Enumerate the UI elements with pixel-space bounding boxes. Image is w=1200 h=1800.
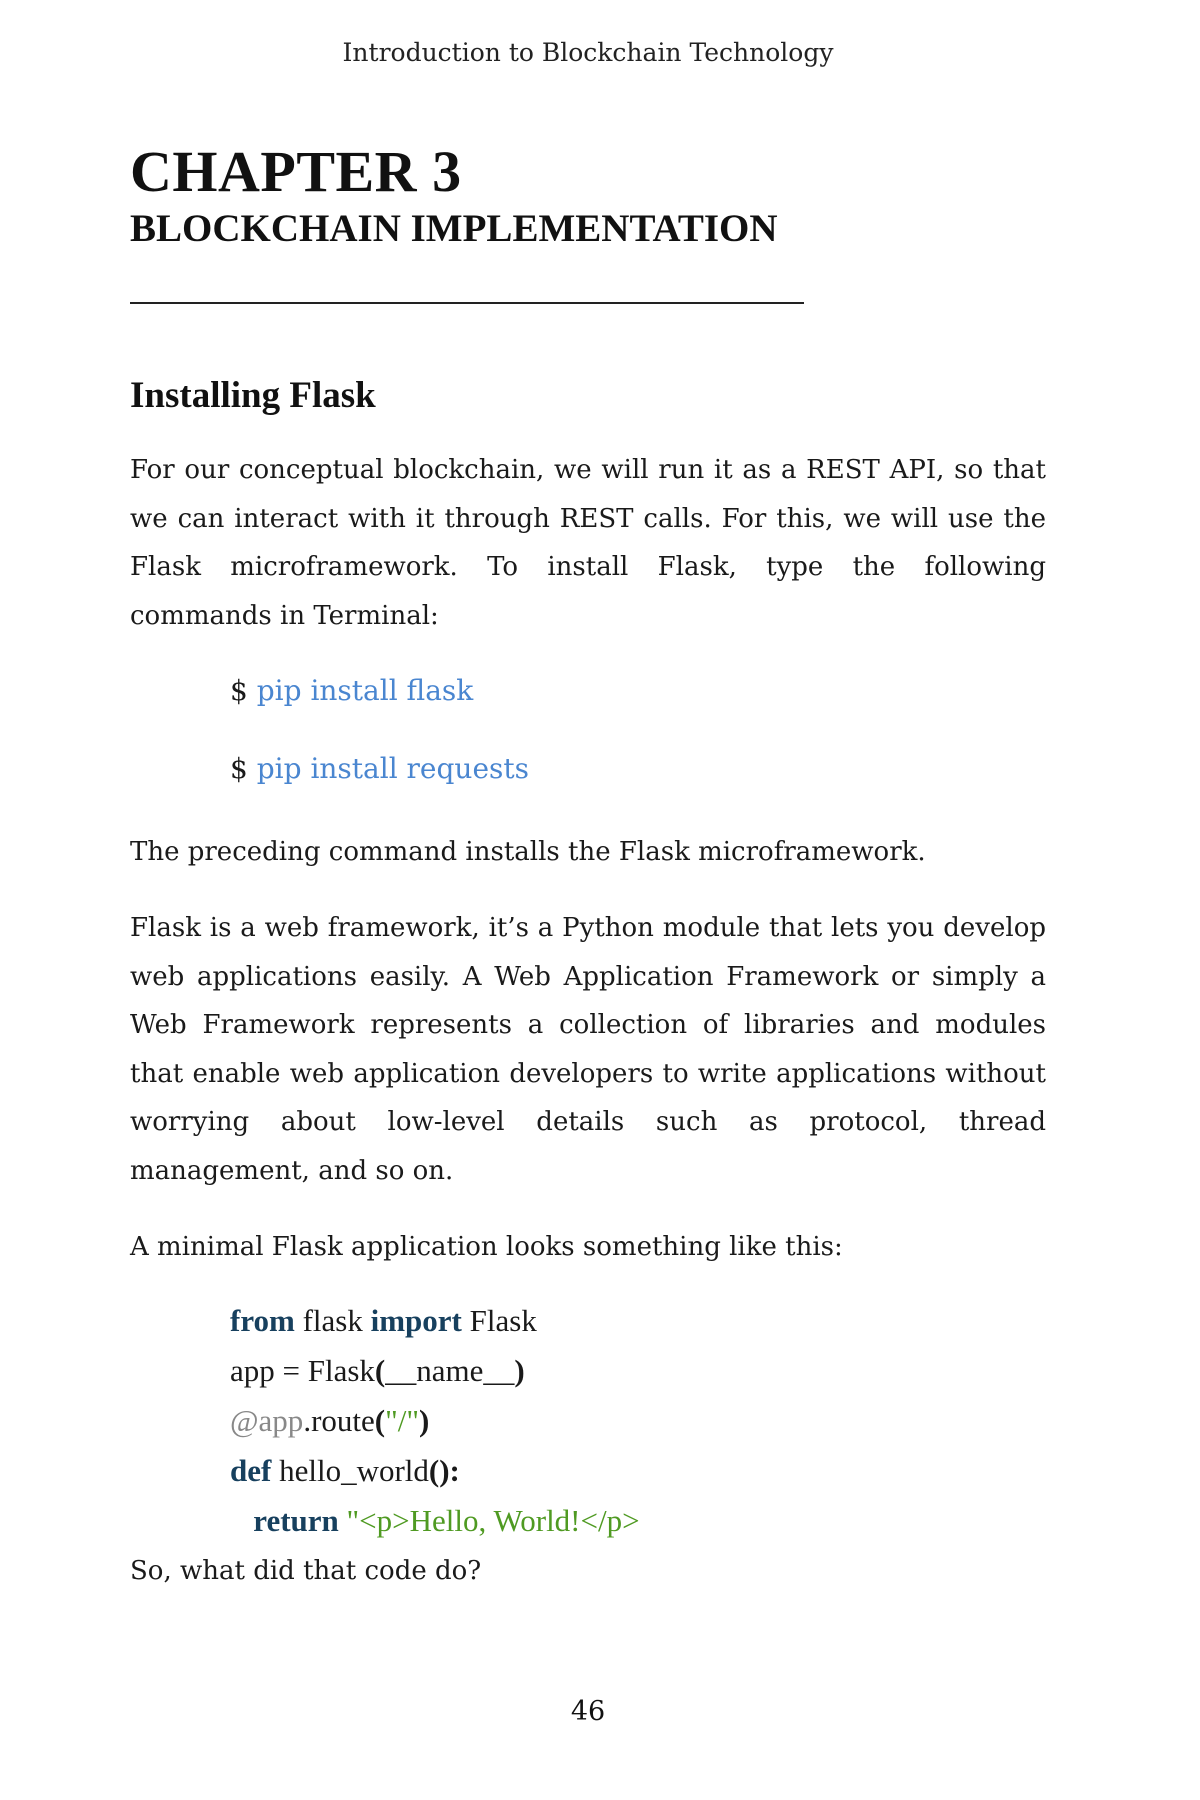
command-explanation: The preceding command installs the Flask microframework. (130, 837, 926, 867)
code-decorator: @app (230, 1403, 304, 1438)
page-number: 46 (570, 1696, 606, 1727)
code-token: flask (302, 1303, 363, 1338)
code-keyword: return (253, 1503, 339, 1538)
code-line (230, 1346, 640, 1396)
chapter-number: CHAPTER 3 (130, 139, 462, 204)
command-prompt: $ (230, 674, 248, 707)
flask-description-paragraph: Flask is a web framework, it’s a Python module that lets you develop web applications easily. A Web Application Framework or simply a Web Framework represents a collection of libraries and modules that enable web application developers to write applications without worrying about low-level details such as protocol, thread management, and so on. (130, 913, 1046, 1186)
code-token: ( (374, 1403, 386, 1438)
code-keyword: import (370, 1303, 462, 1338)
running-header: Introduction to Blockchain Technology (342, 38, 834, 67)
code-token: ) (419, 1403, 430, 1438)
intro-paragraph: For our conceptual blockchain, we will run it as a REST API, so that we can interact with it through REST calls. For this, we will use the Flask microframework. To install Flask, type the following commands in Terminal: (130, 455, 1046, 631)
code-string: "<p>Hello, World!</p> (346, 1503, 640, 1538)
code-line (230, 1296, 640, 1346)
code-block (230, 1296, 640, 1546)
command-line (230, 752, 529, 785)
code-token: (): (428, 1453, 460, 1488)
section-heading: Installing Flask (130, 375, 376, 416)
chapter-title: BLOCKCHAIN IMPLEMENTATION (130, 207, 778, 250)
closing-question: So, what did that code do? (130, 1556, 482, 1586)
code-token: Flask (469, 1303, 537, 1338)
code-keyword: from (230, 1303, 295, 1338)
chapter-divider (130, 302, 804, 304)
code-line (230, 1396, 640, 1446)
code-token: __name__ (385, 1353, 515, 1388)
code-line (230, 1446, 640, 1496)
code-keyword: def (230, 1453, 272, 1488)
code-token: hello_world (279, 1453, 429, 1488)
code-token: ) (514, 1353, 525, 1388)
code-line (230, 1496, 640, 1546)
command-prompt: $ (230, 752, 248, 785)
command-text: pip install requests (256, 752, 530, 785)
code-token: ( (374, 1353, 386, 1388)
code-string: "/" (385, 1403, 420, 1438)
command-text: pip install flask (256, 674, 474, 707)
code-token: app = Flask (230, 1353, 375, 1388)
code-token: .route (303, 1403, 375, 1438)
command-line (230, 674, 473, 707)
minimal-app-intro: A minimal Flask application looks something like this: (130, 1232, 843, 1262)
